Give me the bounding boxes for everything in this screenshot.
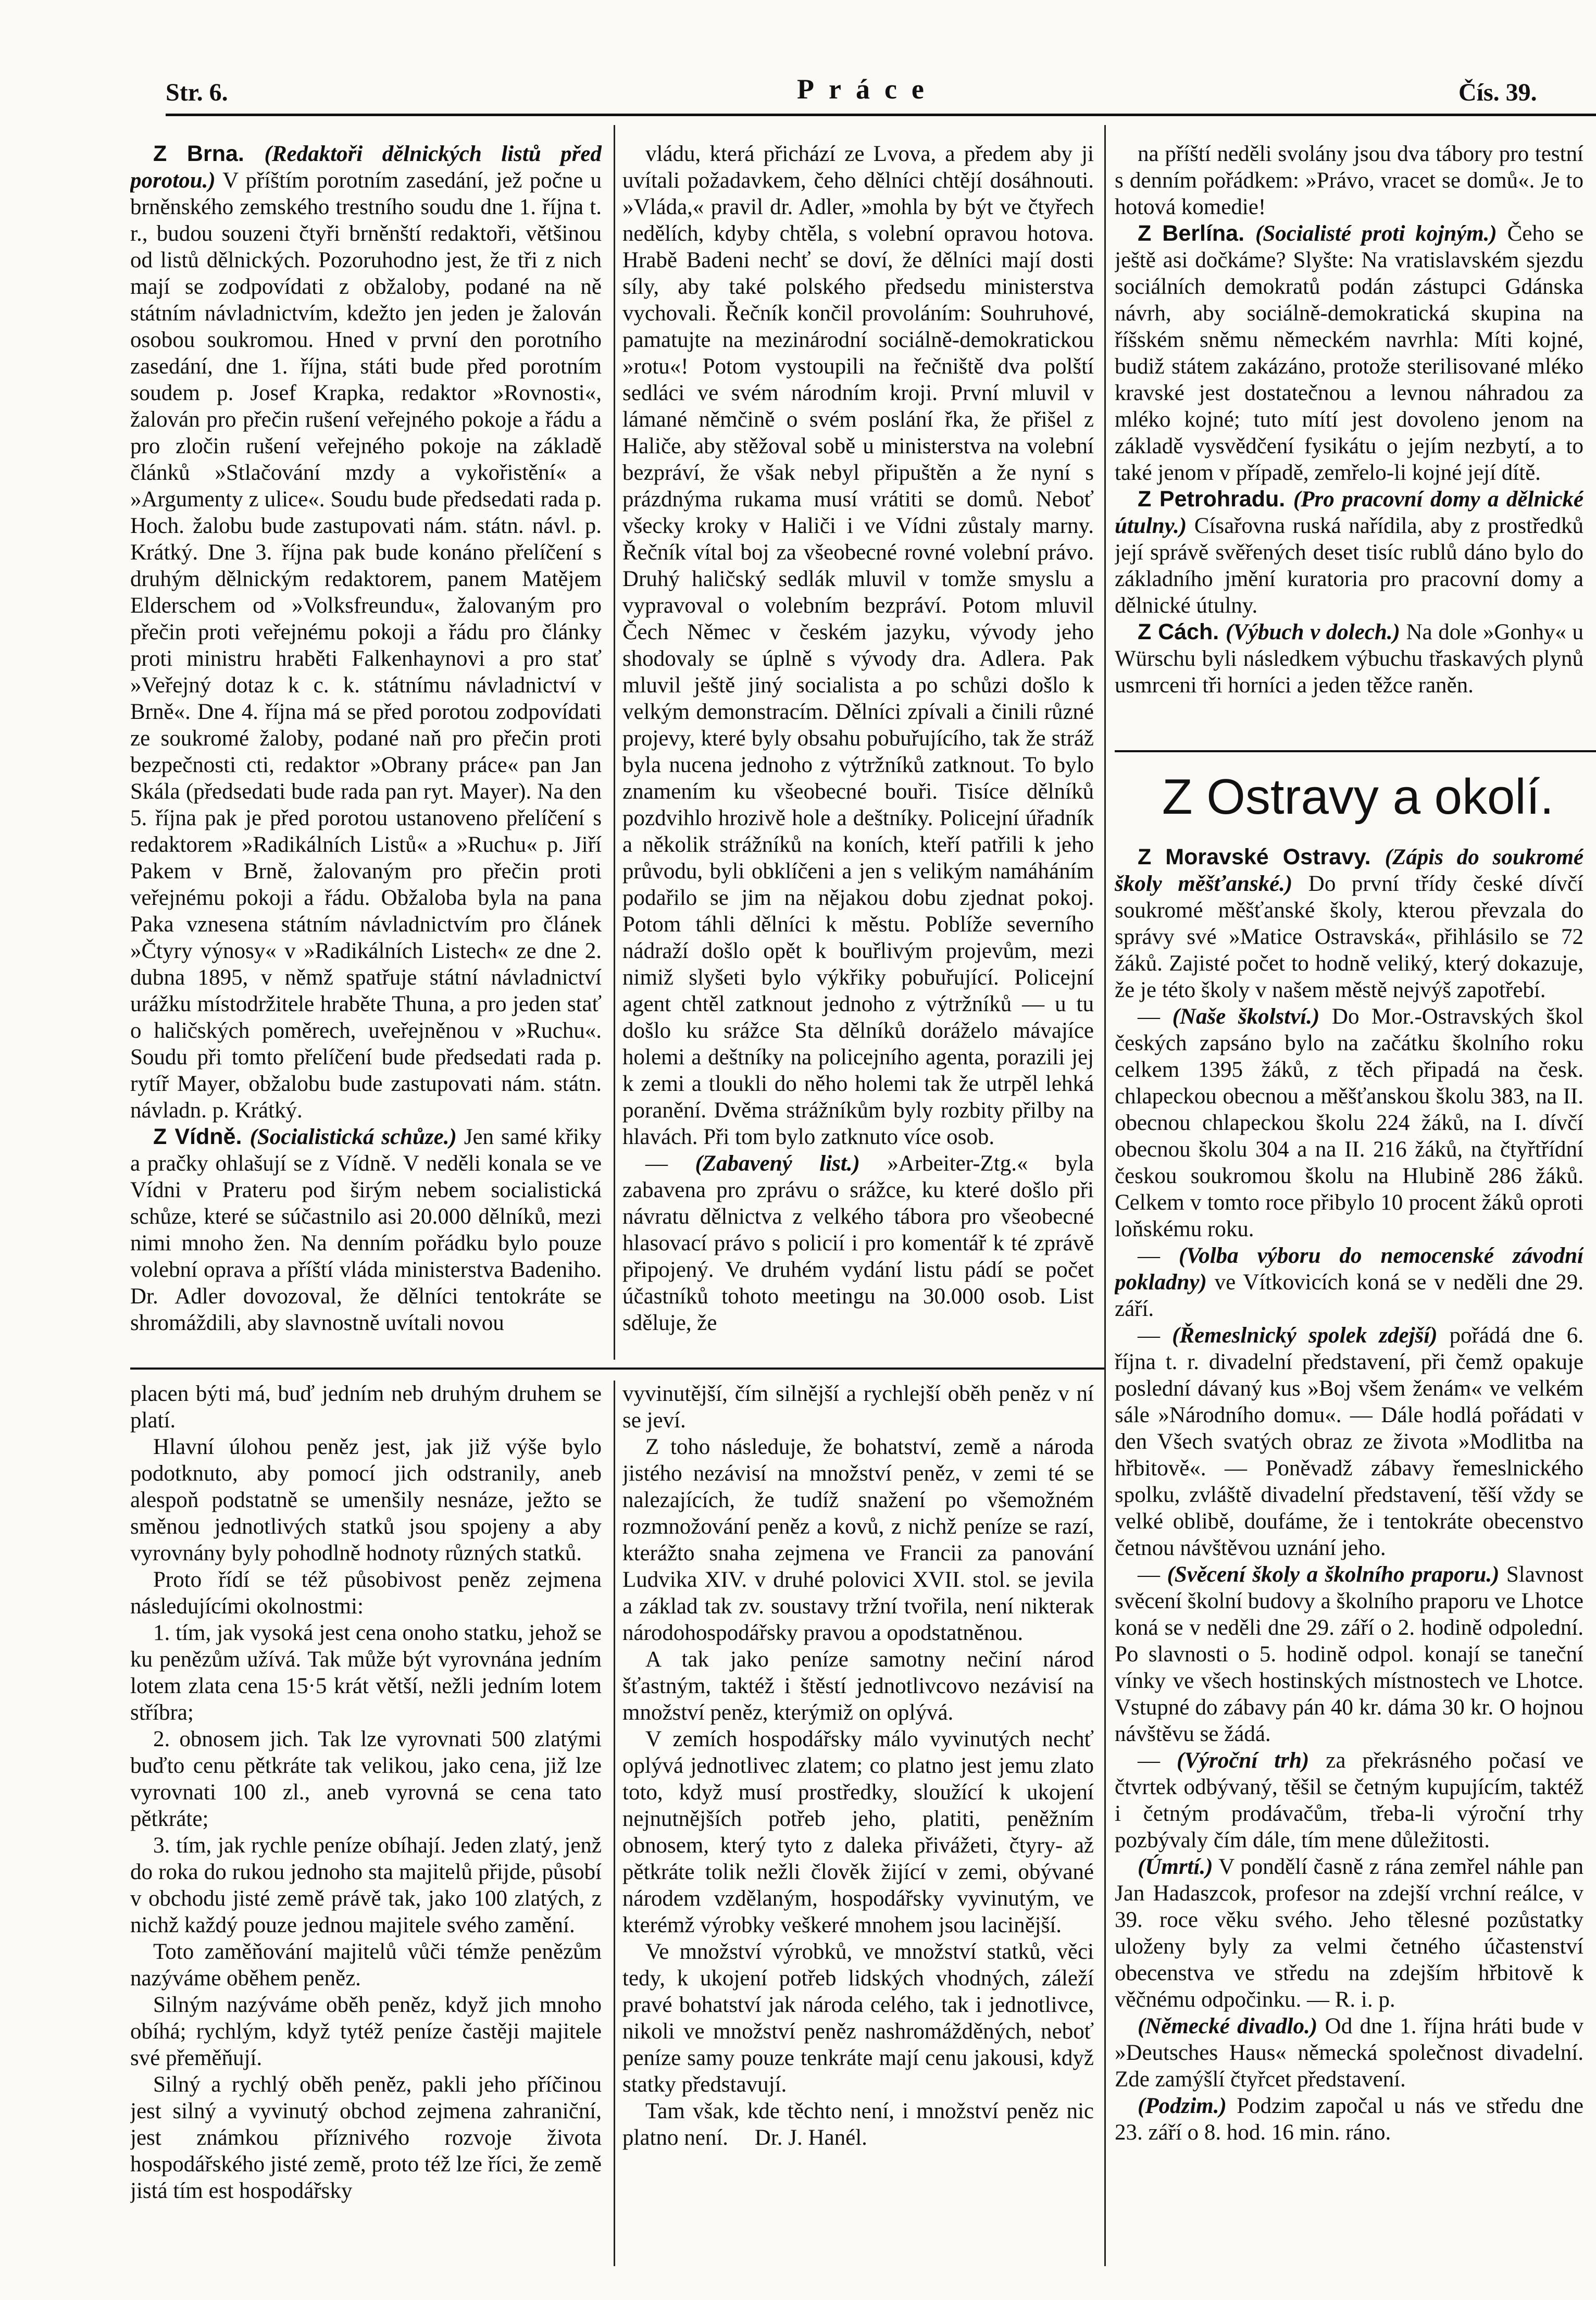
article-paragraph [1115,2013,1583,2093]
ostrava-news-column [1115,844,1583,2271]
paragraph-text: 2. obnosem jich. Tak lze vyrovnati 500 zlatými buďto cenu pětkráte tak velikou, jako cena, již lze vyrovnati 100 zl., aneb vyrovná se cena tato pětkráte; [130,1727,602,1831]
page-number: Str. 6. [166,79,228,106]
paragraph-text: Podzim započal u nás ve středu dne 23. září o 8. hod. 16 min. ráno. [1115,2094,1583,2145]
paragraph-text: V pondělí časně z rána zemřel náhle pan Jan Hadaszcok, profesor na zdejší vrchní reálce, v 39. roce věku svého. Jeho tělesné pozůstatky uloženy byly za velmi četného účastenství obecenstva ve středu na zdejším hřbitově k věčnému odpočinku. — R. i. p. [1115,1855,1583,2012]
article-paragraph [1115,1747,1583,1854]
article-paragraph [1115,1003,1583,1242]
section-heading: Z Ostravy a okolí. [1162,769,1554,825]
column-divider [1104,125,1106,2266]
paragraph-text: na příští neděli svolány jsou dva tábory pro testní s denním pořádkem: »Právo, vracet se domů«. Je to hotová komedie! [1115,142,1583,219]
paragraph-text: Čeho se ještě asi dočkáme? Slyšte: Na vratislavském sjezdu sociálních demokratů podán zástupci Gdánska návrh, aby sociálně-demokratická skupina na říšském sněmu německém navrhla: Míti kojné, budiž státem zakázáno, protože sterilisované mléko kravské jest dostatečnou a levnou náhradou za mléko kojné; tuto mítí jest dovoleno jenom na základě vysvědčení fysikátu o jejím nezbytí, a to také jenom v případě, zemřelo-li kojné její dítě. [1115,221,1583,485]
article-paragraph [130,1938,602,1992]
article-paragraph [130,1124,602,1336]
column-divider [614,125,615,1360]
paragraph-dash: — [645,1151,695,1176]
article-paragraph [1115,1561,1583,1747]
section-rule [1115,750,1596,752]
paragraph-text: Silný a rychlý oběh peněz, pakli jeho příčinou jest silný a vyvinutý obchod zejmena zahraniční, jest známkou příznivého rozvoje života hospodářského jisté země, proto též lze říci, že země jistá tím est hospodářsky [130,2072,602,2203]
article-paragraph [1115,1322,1583,1561]
news-column-1 [130,141,602,1360]
paragraph-text: V příštím porotním zasedání, jež počne u brněnského zemského trestního soudu dne 1. října t. r., budou souzeni čtyři brněnští redaktoři, většinou od listů dělnických. Pozoruhodno jest, že tři z nich mají se zodpovídati z obžaloby, podané na ně státním návladnictvím, kdežto jen jeden je žalován osobou soukromou. Hned v první den porotního zasedání, dne 1. října, státi bude před porotním soudem p. Josef Krapka, redaktor »Rovnosti«, žalován pro přečin rušení veřejného pokoje a řádu a pro zločin rušení veřejného pokoje na základě článků »Stlačování mzdy a vykořistění« a »Argumenty z ulice«. Soudu bude předsedati rada p. Hoch. žalobu bude zastupovati nám. státn. návl. p. Krátký. Dne 3. října pak bude konáno přelíčení s druhým dělnickým redaktorem, panem Matějem Elderschem od »Volksfreundu«, žalovaným pro přečin proti veřejnému pokoji a řádu pro články proti ministru hraběti Falkenhaynovi a pro stať »Veřejný dotaz k c. k. státnímu návladnictví v Brně«. Dne 4. října má se před porotou zodpovídati ze soukromé žaloby, podané naň pro přečin proti bezpečnosti cti, redaktor »Obrany práce« pan Jan Skála (předsedati bude rada pan ryt. Mayer). Na den 5. října pak je před porotou ustanoveno přelíčení s redaktorem »Radikálních Listů« a »Ruchu« p. Jiří Pakem v Brně, žalovaným pro přečin proti veřejnému pokoji a řádu. Obžaloba byla na pana Paka vznesena státním návladnictvím pro článek »Čtyry výnosy« v »Radikálních Listech« ze dne 2. dubna 1895, v němž spatřuje státní návladnictví urážku místodržitele hraběte Thuna, a pro jeden stať o haličských poměrech, uveřejněnou v »Ruchu«. Soudu při tomto přelíčení bude předsedati rada p. rytíř Mayer, obžalobu bude zastupovati nám. státn. návladn. p. Krátký. [130,168,602,1123]
article-paragraph [1115,220,1583,486]
article-paragraph [1115,1242,1583,1322]
issue-number: Čís. 39. [1458,79,1537,106]
article-subheading: (Řemeslnický spolek zdejší) [1172,1323,1438,1348]
article-subheading: (Naše školství.) [1172,1004,1320,1029]
paragraph-text: Do první třídy české dívčí soukromé měšťanské školy, kterou převzala do správy své »Matice Ostravská«, přihlásilo se 72 žáků. Zajisté počet to hodně veliký, který dokazuje, že je této školy v našem městě nejvýš zapotřebí. [1115,872,1583,1002]
paragraph-dash: — [1138,1748,1177,1773]
article-paragraph [1115,1854,1583,2013]
news-column-3 [1115,141,1583,740]
paragraph-dash: — [1138,1244,1179,1268]
paragraph-text: »Arbeiter-Ztg.« byla zabavena pro zprávu o srážce, ku které došlo při návratu dělnictva z velkého tábora pro všeobecné hlasovací právo s policií i pro komentář k té zprávě připojený. Ve druhém vydání listu pádí se počet účastníků tohoto meetingu na 30.000 osob. List sděluje, že [622,1151,1094,1335]
article-subheading: (Výbuch v dolech.) [1225,620,1400,644]
article-paragraph [1115,2093,1583,2146]
paragraph-text: vyvinutější, čím silnější a rychlejší oběh peněz v ní se jeví. [622,1382,1094,1433]
article-subheading: (Volba výboru do nemocenské závodní pokladny) [1115,1244,1583,1295]
article-paragraph [622,1646,1094,1726]
article-paragraph [1115,844,1583,1003]
paragraph-text: Tam však, kde těchto není, i množství peněz nic platno není. [622,2099,1094,2150]
paragraph-text: za překrásného počasí ve čtvrtek odbývaný, těšil se četným kupujícím, taktéž i četným prodávačům, třeba-li výroční trhy pozbývaly čím dále, tím mene důležitosti. [1115,1748,1583,1853]
article-paragraph [130,2071,602,2204]
article-paragraph [130,1567,602,1620]
paragraph-text: vládu, která přichází ze Lvova, a předem aby ji uvítali požadavkem, čeho dělníci chtějí dosáhnouti. »Vláda,« pravil dr. Adler, »mohla by být ve čtyřech nedělích, kdyby chtěla, s volební opravou hotova. Hrabě Badeni nechť se doví, že dělníci mají dosti síly, aby také polského předsedu ministerstva vychovali. Řečník končil provoláním: Souhruhové, pamatujte na mezinárodní sociálně-demokratickou »rotu«! Potom vystoupili na řečniště dva polští sedláci ve svém národním kroji. První mluvil v lámané němčině o svém poslání řka, že přišel z Haliče, aby stěžoval sobě u ministerstva na volební bezpráví, že však nebyl připuštěn a že nyní s prázdnýma rukama musí vrátiti se domů. Neboť všecky kroky v Haliči i ve Vídni zůstaly marny. Řečník vítal boj za všeobecné rovné volební právo. Druhý haličský sedlák mluvil v tomže smyslu a vypravoval o volebním bezpráví. Potom mluvil Čech Němec v českém jazyku, vývody jeho shodovaly se úplně s vývody dra. Adlera. Pak mluvil ještě jiný socialista a po schůzi došlo k velkým demonstracím. Dělníci zpívali a činili různé projevy, které byly obsahu pobuřujícího, tak že stráž byla nucena jednoho z výtržníků zatknout. To bylo znamením ku všeobecné bouři. Tisíce dělníků pozdvihlo hrozivě hole a deštníky. Policejní úřadník a několik strážníků na koních, kteří patřili k jeho průvodu, byli obklíčeni a jen s velikým namáháním podařilo se jim na nějakou dobu zjednat pokoj. Potom táhli dělníci k městu. Poblíže severního nádraží došlo opět k bouřlivým projevům, mezi nimiž slyšeti bylo výkřiky pobuřující. Policejní agent chtěl zatknout jednoho z výtržníků — u tu došlo ku srážce Sta dělníků doráželo mávajíce holemi a deštníky na policejního agenta, porazili jej k zemi a tloukli do něho holemi tak že utrpěl lehká poranění. Dvěma strážníkům byly rozbity přilby na hlavách. Při tom bylo zatknuto více osob. [622,142,1094,1149]
paragraph-text: A tak jako peníze samotny nečiní národ šťastným, taktéž i štěstí jednotlivcovo nezávisí na množství peněz, kterýmiž on oplývá. [622,1647,1094,1725]
article-subheading: (Socialistická schůze.) [250,1125,457,1149]
paragraph-text: V zemích hospodářsky málo vyvinutých nechť oplývá jednotlivec zlatem; co platno jest jemu zlato toto, když musí prostředky, sloužící k ukojení nejnutnějších potřeb jeho, platiti, peněžním obnosem, který tyto z daleka přivážeti, čtyry- až pětkráte tolik nežli člověk žijící v zemi, obývané národem vzdělaným, hospodářsky vyvinutým, ve kterémž výrobky veškeré mnohem jsou lacinější. [622,1727,1094,1937]
article-paragraph [130,1832,602,1938]
author-signature: Dr. J. Hanél. [749,2125,867,2150]
paragraph-text: Z toho následuje, že bohatství, země a národa jistého nezávisí na množství peněz, v zemi té se nalezajících, že tudíž snažení po všemožném rozmnožování peněz a kovů, z nichž peníze se razí, kterážto snaha zejmena ve Francii za panování Ludvika XIV. v druhé polovici XVII. stol. se jevila a základ tak zv. soustavy tržní tvořila, není nikterak národohospodářsky pravou a opodstatněnou. [622,1435,1094,1645]
article-subheading: (Socialisté proti kojným.) [1255,221,1497,246]
newspaper-title: Práce [797,73,939,105]
place-dateline: Z Berlína. [1138,221,1256,246]
article-paragraph [130,1381,602,1434]
article-paragraph [130,141,602,1124]
article-paragraph [130,1434,602,1567]
paragraph-text: ve Vítkovicích koná se v neděli dne 29. září. [1115,1270,1583,1321]
article-subheading: (Svěcení školy a školního praporu.) [1167,1562,1500,1587]
place-dateline: Z Petrohradu. [1138,487,1293,512]
paragraph-text: Proto řídí se též působivost peněz zejmena následujícími okolnostmi: [130,1568,602,1619]
paragraph-text: Do Mor.-Ostravských škol českých zapsáno bylo na začátku školního roku celkem 1395 žáků, z těch připadá na česk. chlapeckou obecnou a měšťanskou školu 383, na II. obecnou chlapeckou školu 224 žáků, na I. dívčí obecnou školu 304 a na II. 216 žáků, na čtyřtřídní českou soukromou školu na Hlubině 286 žáků. Celkem v tomto roce přibylo 10 procent žáků oproti loňskému roku. [1115,1004,1583,1241]
article-paragraph [622,1726,1094,1938]
article-paragraph [1115,486,1583,619]
news-column-2 [622,141,1094,1360]
paragraph-text: Hlavní úlohou peněz jest, jak již výše bylo podotknuto, aby pomocí jich odstranily, aneb alespoň podstatně se umenšily nesnáze, ježto se směnou jednotlivých statků jsou spojeny a aby vyrovnány byly pohodlně hodnoty různých statků. [130,1435,602,1565]
article-paragraph [1115,141,1583,220]
paragraph-text: Ve množství výrobků, ve množství statků, věci tedy, k ukojení potřeb lidských vhodných, záleží pravé bohatství jak národa celého, tak i jednotlivce, nikoli ve množství peněz nashromážděných, neboť peníze samy pouze tenkráte mají cenu jakousi, když statky představují. [622,1940,1094,2097]
article-subheading: (Pro pracovní domy a dělnické útulny.) [1115,487,1583,538]
place-dateline: Z Brna. [153,141,265,166]
paragraph-text: 3. tím, jak rychle peníze obíhají. Jeden zlatý, jenž do roka do rukou jednoho sta majitelů přijde, působí v obchodu jisté země právě tak, jako 100 zlatých, z nichž každý pouze jednou majitele svého zamění. [130,1833,602,1937]
header-rule [166,114,1596,116]
article-subheading: (Zápis do soukromé školy měšťanské.) [1115,845,1583,896]
paragraph-dash: — [1138,1562,1167,1587]
essay-column-2 [622,1381,1094,2277]
article-paragraph [130,1726,602,1832]
paragraph-text: Jen samé křiky a pračky ohlašují se z Vídně. V neděli konala se ve Vídni v Prateru pod širým nebem socialistická schůze, které se súčastnilo asi 20.000 dělníků, mezi nimi mnoho žen. Na denním pořádku bylo pouze volební oprava a příští vláda ministerstva Badeniho. Dr. Adler dovozoval, že dělníci tentokráte se shromáždili, aby slavnostně uvítali novou [130,1125,602,1335]
page-header [0,0,1596,120]
article-paragraph [622,141,1094,1150]
article-subheading: (Úmrtí.) [1138,1855,1213,1879]
article-paragraph [130,1620,602,1726]
article-paragraph [622,2098,1094,2151]
article-subheading: (Podzim.) [1138,2094,1227,2118]
article-subheading: (Redaktoři dělnických listů před porotou.) [130,142,602,193]
paragraph-text: Od dne 1. října hráti bude v »Deutsches Haus« německá společnost divadelní. Zde zamýšlí čtyřcet představení. [1115,2014,1583,2092]
paragraph-text: Na dole »Gonhy« u Würschu byli následkem výbuchu třaskavých plynů usmrceni tři horníci a jeden těžce raněn. [1115,620,1583,698]
article-subheading: (Výroční trh) [1177,1748,1310,1773]
article-paragraph [1115,619,1583,699]
article-paragraph [622,1938,1094,2098]
essay-column-1 [130,1381,602,2277]
article-paragraph [622,1381,1094,1434]
article-paragraph [622,1434,1094,1646]
paragraph-text: Císařovna ruská nařídila, aby z prostředků její správě svěřených deset tisíc rublů dáno bylo do základního jmění kuratoria pro pracovní domy a dělnické útulny. [1115,514,1583,618]
article-subheading: (Německé divadlo.) [1138,2014,1318,2038]
section-rule [130,1367,1104,1370]
paragraph-text: Silným nazýváme oběh peněz, když jich mnoho obíhá; rychlým, když tytéž peníze častěji majitele své přeměňují. [130,1993,602,2070]
place-dateline: Z Cách. [1138,619,1226,644]
place-dateline: Z Moravské Ostravy. [1138,844,1385,869]
article-paragraph [130,1992,602,2071]
column-divider [614,1381,615,2266]
paragraph-text: placen býti má, buď jedním neb druhým druhem se platí. [130,1382,602,1433]
paragraph-text: pořádá dne 6. října t. r. divadelní představení, při čemž opakuje poslední dávaný kus »Boj všem ženám« ve velkém sále »Národního domu«. — Dále hodlá pořádati v den Všech svatých obraz ze života »Modlitba na hřbitově«. — Poněvadž zábavy řemeslnického spolku, zvláště divadelní představení, těší vždy se velké oblibě, doufáme, že i tentokráte obecenstvo četnou návštěvou uznání jeho. [1115,1323,1583,1560]
paragraph-dash: — [1138,1323,1173,1348]
article-subheading: (Zabavený list.) [695,1151,860,1176]
paragraph-text: 1. tím, jak vysoká jest cena onoho statku, jehož se ku penězům užívá. Tak může být vyrovnána jedním lotem zlata cena 15·5 krát větší, nežli jedním lotem stříbra; [130,1621,602,1725]
paragraph-dash: — [1138,1004,1173,1029]
article-paragraph [622,1150,1094,1336]
paragraph-text: Toto zaměňování majitelů vůči témže penězům nazýváme oběhem peněz. [130,1940,602,1991]
paragraph-text: Slavnost svěcení školní budovy a školního praporu ve Lhotce koná se v neděli dne 29. září o 2. hodině odpolední. Po slavnosti o 5. hodině odpol. konají se taneční vínky ve všech hostinských místnostech ve Lhotce. Vstupné do zábavy pán 40 kr. dáma 30 kr. O hojnou návštěvu se žádá. [1115,1562,1583,1746]
place-dateline: Z Vídně. [153,1124,250,1149]
